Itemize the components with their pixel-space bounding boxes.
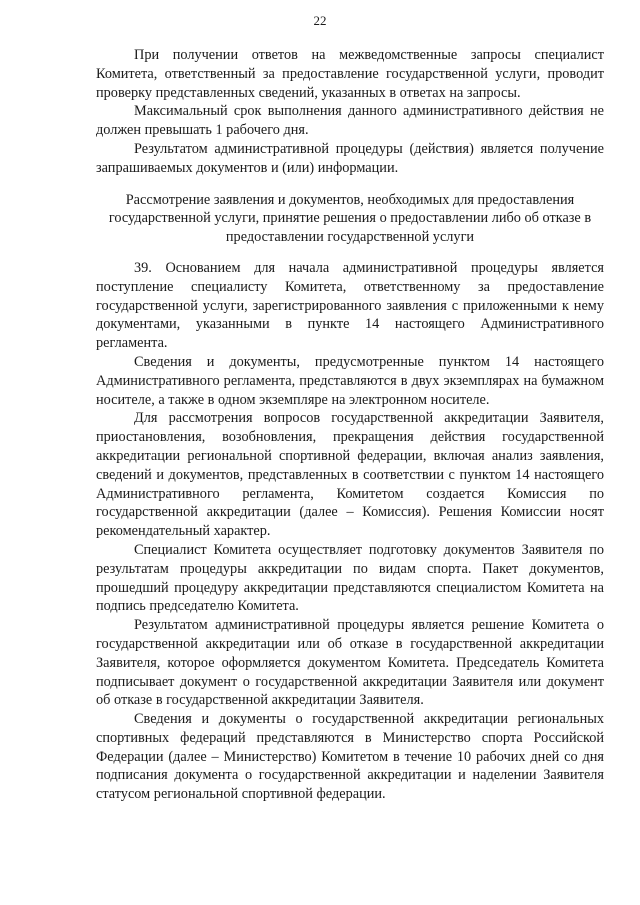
paragraph: Сведения и документы о государственной аккредитации региональных спортивных федераций представляются в Министерство спорта Российской Федерации (далее – Министерство) Комитетом в течение 10 рабочих дней со дня подписания документа о государственной аккредитации и наделении Заявителя статусом региональной спортивной федерации. [96, 711, 604, 803]
document-body [96, 46, 604, 804]
paragraph: Результатом административной процедуры является решение Комитета о государственной аккредитации или об отказе в государственной аккредитации Заявителя, которое оформляется документом Комитета. Председатель Комитета подписывает документ о государственной аккредитации Заявителя или документ об отказе в государственной аккредитации Заявителя. [96, 617, 604, 709]
paragraph: Сведения и документы, предусмотренные пунктом 14 настоящего Административного регламента, представляются в двух экземплярах на бумажном носителе, а также в одном экземпляре на электронном носителе. [96, 353, 604, 408]
paragraph: При получении ответов на межведомственные запросы специалист Комитета, ответственный за предоставление государственной услуги, проводит проверку представленных сведений, указанных в ответах на запросы. [96, 47, 604, 101]
section-heading: Рассмотрение заявления и документов, необходимых для предоставления государственной услуги, принятие решения о предоставлении либо об отказе в предоставлении государственной услуги [108, 191, 592, 246]
paragraph: Для рассмотрения вопросов государственной аккредитации Заявителя, приостановления, возобновления, прекращения действия государственной аккредитации региональной спортивной федерации, включая анализ заявления, сведений и документов, представленных в соответствии с пунктом 14 настоящего Административного регламента, Комитетом создается Комиссия по государственной аккредитации (далее – Комиссия). Решения Комиссии носят рекомендательный характер. [96, 410, 604, 540]
paragraph: Результатом административной процедуры (действия) является получение запрашиваемых документов и (или) информации. [96, 140, 604, 176]
paragraph: 39. Основанием для начала административной процедуры является поступление специалисту Комитета, ответственному за предоставление государственной услуги, зарегистрированного заявления с приложенными к нему документами, указанными в пункте 14 настоящего Административного регламента. [96, 259, 604, 352]
paragraph: Специалист Комитета осуществляет подготовку документов Заявителя по результатам процедуры аккредитации по видам спорта. Пакет документов, прошедший процедуру аккредитации представляются специалистом Комитета на подпись председателю Комитета. [96, 541, 604, 615]
paragraph: Максимальный срок выполнения данного административного действия не должен превышать 1 рабочего дня. [96, 103, 604, 139]
page-number: 22 [313, 13, 327, 28]
